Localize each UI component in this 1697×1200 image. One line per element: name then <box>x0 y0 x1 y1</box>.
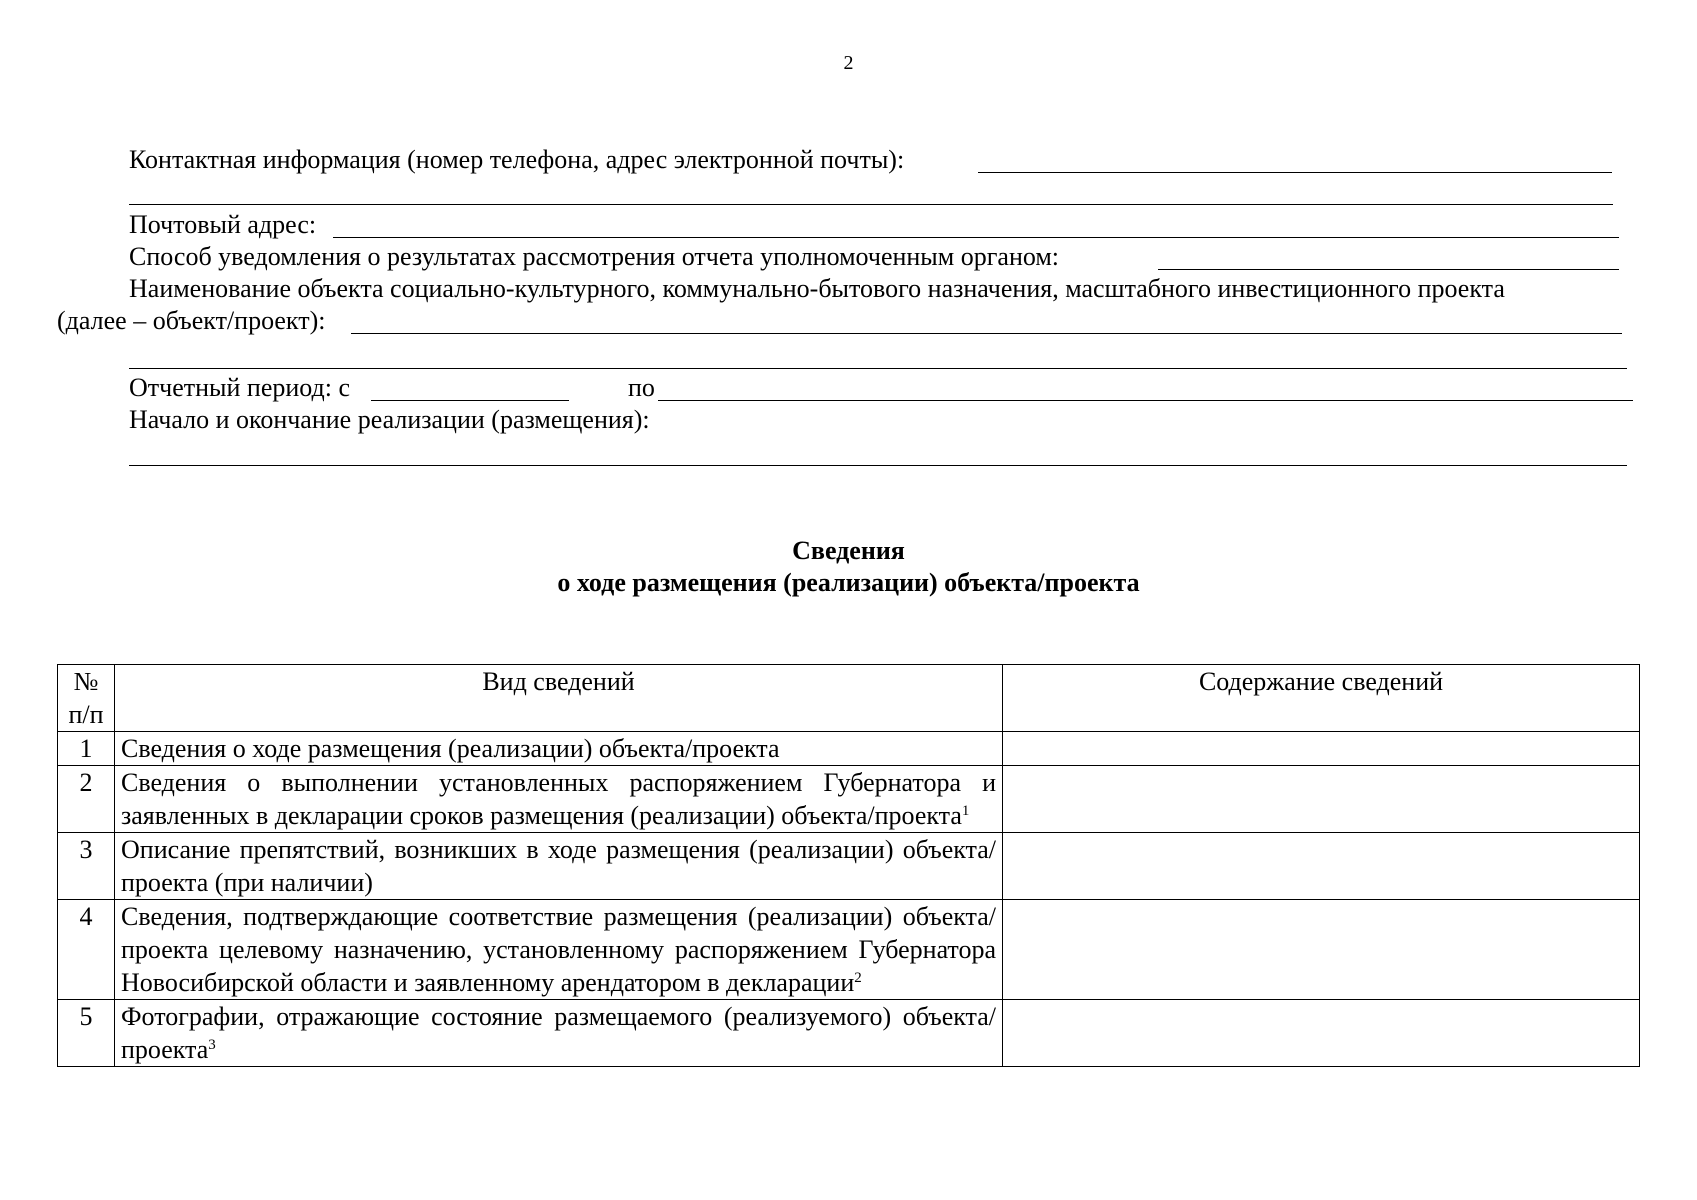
row-num: 2 <box>58 766 115 833</box>
postal-label: Почтовый адрес: <box>129 210 317 239</box>
row-num: 1 <box>58 732 115 766</box>
row-content-cell[interactable] <box>1003 766 1640 833</box>
object-label-line2: (далее – объект/проект): <box>57 306 326 335</box>
period-to-fill-line[interactable] <box>658 400 1633 401</box>
section-subtitle: о ходе размещения (реализации) объекта/проекта <box>557 568 1140 597</box>
table-row <box>58 732 1640 766</box>
table-row <box>58 833 1640 900</box>
table-row <box>58 766 1640 833</box>
period-label: Отчетный период: с <box>129 373 351 402</box>
row-kind <box>115 732 1003 766</box>
row-kind-text: Фотографии, отражающие состояние размещаемого (реализуемого) объекта/проекта <box>121 1002 996 1064</box>
notify-fill-line[interactable] <box>1158 269 1619 270</box>
page-number: 2 <box>843 52 854 74</box>
header-content: Содержание сведений <box>1003 665 1640 732</box>
row-content-cell[interactable] <box>1003 833 1640 900</box>
footnote-marker: 3 <box>208 1037 216 1053</box>
table-row <box>58 900 1640 1000</box>
row-kind-text: Сведения о ходе размещения (реализации) объекта/проекта <box>121 734 780 763</box>
row-num: 3 <box>58 833 115 900</box>
notify-label: Способ уведомления о результатах рассмотрения отчета уполномоченным органом: <box>129 242 1060 271</box>
row-kind <box>115 900 1003 1000</box>
row-kind-text: Описание препятствий, возникших в ходе размещения (реализации) объекта/проекта (при наличии) <box>121 835 996 897</box>
row-num: 5 <box>58 1000 115 1067</box>
row-kind <box>115 766 1003 833</box>
row-content-cell[interactable] <box>1003 900 1640 1000</box>
info-table <box>57 664 1640 1067</box>
start-end-fill-line[interactable] <box>129 465 1627 466</box>
contact-label: Контактная информация (номер телефона, адрес электронной почты): <box>129 145 905 174</box>
row-kind <box>115 1000 1003 1067</box>
row-content-cell[interactable] <box>1003 732 1640 766</box>
object-fill-line[interactable] <box>351 333 1622 334</box>
row-kind-text: Сведения о выполнении установленных распоряжением Губернатора и заявленных в декларации сроков размещения (реализации) объекта/проекта <box>121 768 996 830</box>
header-kind: Вид сведений <box>115 665 1003 732</box>
contact-fill-line[interactable] <box>978 172 1612 173</box>
section-title: Сведения <box>792 536 905 565</box>
row-kind <box>115 833 1003 900</box>
table-row <box>58 1000 1640 1067</box>
row-kind-text: Сведения, подтверждающие соответствие размещения (реализации) объекта/проекта целевому назначению, установленному распоряжением Губернатора Новосибирской области и заявленному арендатором в декларации <box>121 902 996 997</box>
period-from-fill-line[interactable] <box>371 400 569 401</box>
start-end-label: Начало и окончание реализации (размещения): <box>129 405 650 434</box>
period-to-label: по <box>628 373 655 402</box>
footnote-marker: 1 <box>961 803 970 819</box>
postal-fill-line[interactable] <box>333 237 1619 238</box>
contact-fill-line-2[interactable] <box>129 204 1613 205</box>
object-fill-line-2[interactable] <box>129 368 1627 369</box>
row-content-cell[interactable] <box>1003 1000 1640 1067</box>
row-num: 4 <box>58 900 115 1000</box>
footnote-marker: 2 <box>854 970 862 986</box>
table-header-row <box>58 665 1640 732</box>
object-label-line1: Наименование объекта социально-культурного, коммунально-бытового назначения, масштабного инвестиционного проекта <box>129 274 1505 303</box>
header-num: № п/п <box>58 665 115 732</box>
